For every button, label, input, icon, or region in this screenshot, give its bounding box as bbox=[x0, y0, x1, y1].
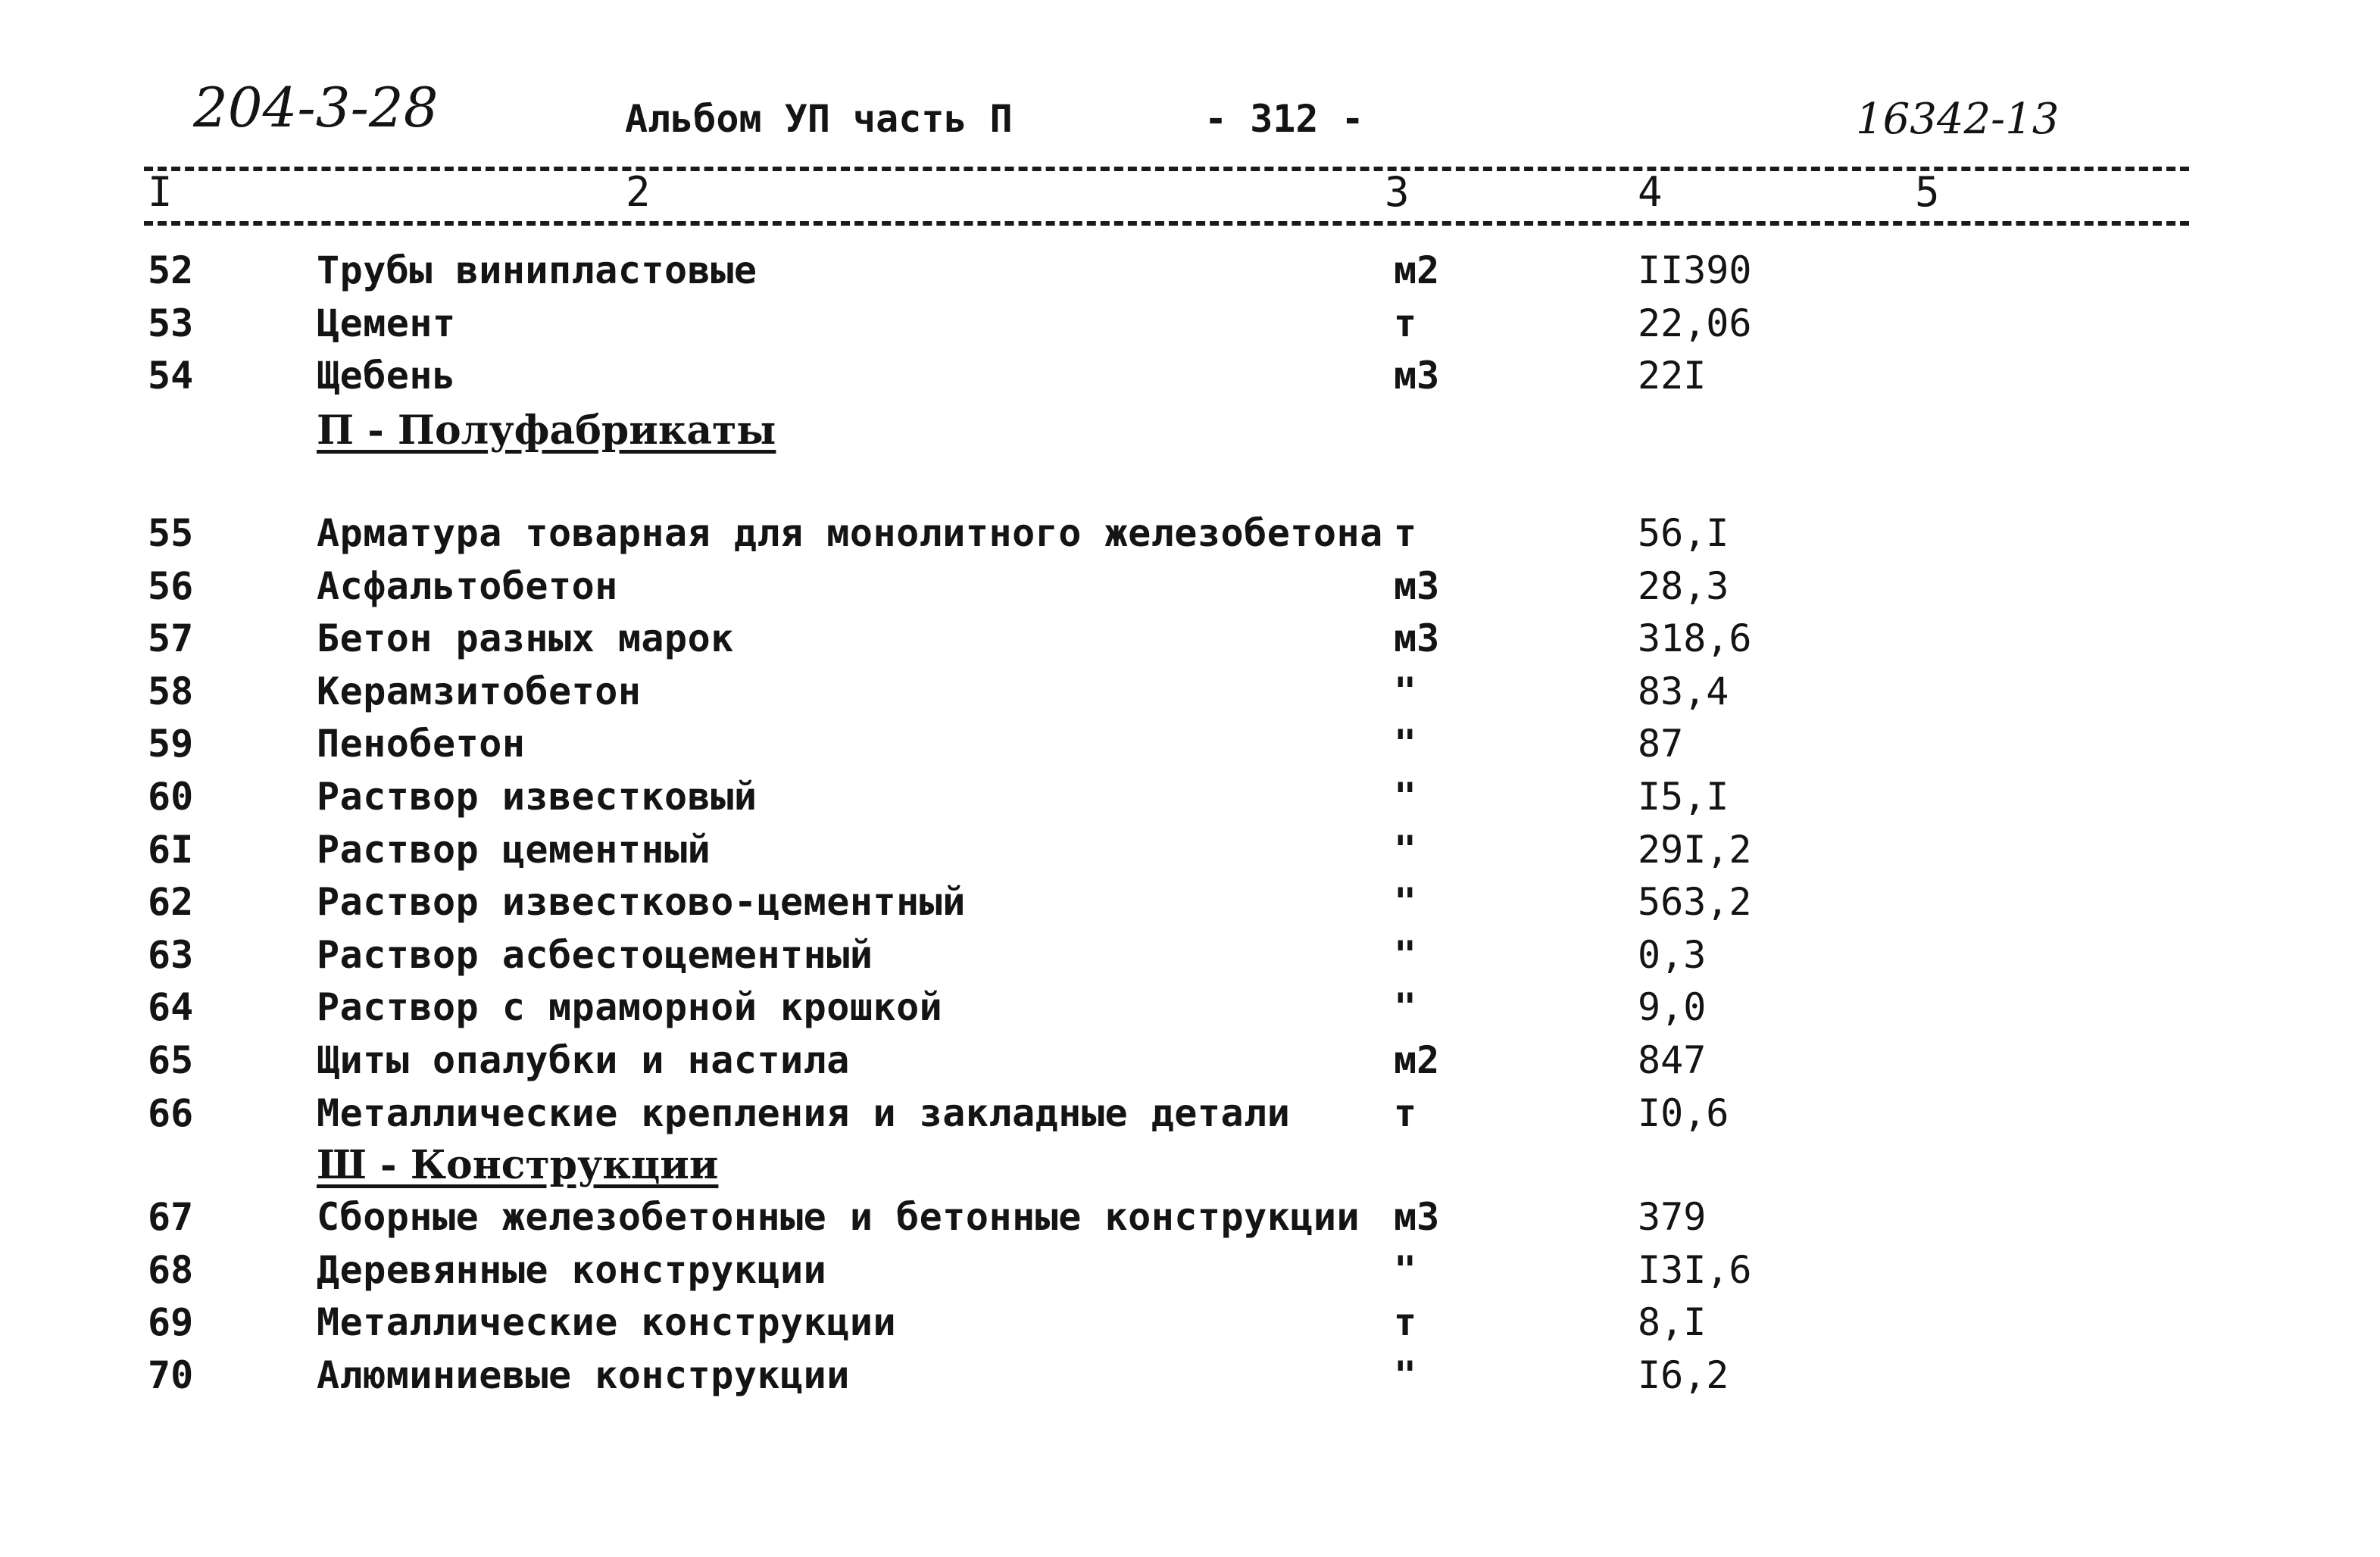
quantity: I3I,6 bbox=[1638, 1247, 1752, 1292]
row-number: 55 bbox=[148, 511, 194, 555]
unit-of-measure: " bbox=[1394, 880, 1417, 925]
unit-of-measure: т bbox=[1394, 301, 1417, 345]
unit-of-measure: " bbox=[1394, 985, 1417, 1030]
document-code: 204-3-28 bbox=[193, 76, 439, 139]
material-name: Трубы винипластовые bbox=[317, 248, 757, 292]
material-name: Раствор асбестоцементный bbox=[317, 932, 873, 977]
table-row bbox=[0, 1248, 2380, 1301]
row-number: 67 bbox=[148, 1195, 194, 1239]
row-number: 58 bbox=[148, 669, 194, 713]
section-structures: Ш - Конструкции bbox=[317, 1142, 719, 1188]
row-number: 56 bbox=[148, 563, 194, 608]
unit-of-measure: " bbox=[1394, 932, 1417, 977]
row-number: 63 bbox=[148, 932, 194, 977]
table-row bbox=[0, 1038, 2380, 1091]
table-row bbox=[0, 1300, 2380, 1353]
quantity: 563,2 bbox=[1638, 880, 1752, 925]
table-row bbox=[0, 828, 2380, 881]
album-title: Альбом УП часть П bbox=[625, 97, 1013, 141]
quantity: I5,I bbox=[1638, 775, 1729, 819]
table-row bbox=[0, 985, 2380, 1038]
unit-of-measure: т bbox=[1394, 1091, 1417, 1135]
column-number-3: 3 bbox=[1385, 168, 1410, 216]
material-name: Пенобетон bbox=[317, 722, 526, 766]
quantity: 28,3 bbox=[1638, 563, 1729, 608]
row-number: 6I bbox=[148, 827, 194, 872]
unit-of-measure: " bbox=[1394, 669, 1417, 713]
unit-of-measure: м3 bbox=[1394, 354, 1440, 398]
material-name: Металлические крепления и закладные детали bbox=[317, 1091, 1291, 1135]
row-number: 59 bbox=[148, 722, 194, 766]
material-name: Щебень bbox=[317, 354, 456, 398]
unit-of-measure: " bbox=[1394, 775, 1417, 819]
row-number: 60 bbox=[148, 775, 194, 819]
quantity: 847 bbox=[1638, 1038, 1707, 1082]
table-row bbox=[0, 564, 2380, 617]
table-row bbox=[0, 616, 2380, 669]
row-number: 62 bbox=[148, 880, 194, 925]
unit-of-measure: т bbox=[1394, 511, 1417, 555]
quantity: 0,3 bbox=[1638, 932, 1707, 977]
unit-of-measure: " bbox=[1394, 1247, 1417, 1292]
material-name: Асфальтобетон bbox=[317, 563, 618, 608]
row-number: 54 bbox=[148, 354, 194, 398]
material-name: Арматура товарная для монолитного железобетона bbox=[317, 511, 1383, 555]
material-name: Цемент bbox=[317, 301, 456, 345]
row-number: 70 bbox=[148, 1353, 194, 1397]
quantity: I0,6 bbox=[1638, 1091, 1729, 1135]
unit-of-measure: м2 bbox=[1394, 1038, 1440, 1082]
table-row bbox=[0, 1353, 2380, 1406]
unit-of-measure: " bbox=[1394, 827, 1417, 872]
table-row bbox=[0, 1195, 2380, 1248]
unit-of-measure: м3 bbox=[1394, 1195, 1440, 1239]
row-number: 52 bbox=[148, 248, 194, 292]
unit-of-measure: м3 bbox=[1394, 563, 1440, 608]
quantity: 22I bbox=[1638, 354, 1707, 398]
material-name: Алюминиевые конструкции bbox=[317, 1353, 850, 1397]
quantity: 379 bbox=[1638, 1195, 1707, 1239]
quantity: 83,4 bbox=[1638, 669, 1729, 713]
quantity: 318,6 bbox=[1638, 616, 1752, 661]
page-number: - 312 - bbox=[1204, 97, 1364, 141]
document-number: 16342-13 bbox=[1856, 95, 2060, 144]
quantity: 22,06 bbox=[1638, 301, 1752, 345]
table-row bbox=[0, 933, 2380, 986]
column-number-4: 4 bbox=[1638, 168, 1663, 216]
material-name: Керамзитобетон bbox=[317, 669, 642, 713]
quantity: 87 bbox=[1638, 722, 1684, 766]
row-number: 65 bbox=[148, 1038, 194, 1082]
quantity: 29I,2 bbox=[1638, 827, 1752, 872]
column-number-1: I bbox=[148, 168, 173, 216]
row-number: 69 bbox=[148, 1300, 194, 1344]
table-row bbox=[0, 248, 2380, 301]
table-row bbox=[0, 1091, 2380, 1144]
section-semifinished: П - Полуфабрикаты bbox=[317, 407, 776, 454]
row-number: 66 bbox=[148, 1091, 194, 1135]
table-row bbox=[0, 775, 2380, 828]
material-name: Деревянные конструкции bbox=[317, 1247, 827, 1292]
table-row bbox=[0, 301, 2380, 354]
row-number: 57 bbox=[148, 616, 194, 661]
table-row bbox=[0, 722, 2380, 775]
material-name: Раствор известково-цементный bbox=[317, 880, 966, 925]
quantity: I6,2 bbox=[1638, 1353, 1729, 1397]
unit-of-measure: м3 bbox=[1394, 616, 1440, 661]
material-name: Раствор известковый bbox=[317, 775, 757, 819]
row-number: 68 bbox=[148, 1247, 194, 1292]
column-number-2: 2 bbox=[626, 168, 651, 216]
quantity: II390 bbox=[1638, 248, 1752, 292]
column-number-5: 5 bbox=[1915, 168, 1940, 216]
quantity: 56,I bbox=[1638, 511, 1729, 555]
row-number: 53 bbox=[148, 301, 194, 345]
unit-of-measure: т bbox=[1394, 1300, 1417, 1344]
material-name: Сборные железобетонные и бетонные конструкции bbox=[317, 1195, 1360, 1239]
row-number: 64 bbox=[148, 985, 194, 1030]
material-name: Щиты опалубки и настила bbox=[317, 1038, 850, 1082]
quantity: 8,I bbox=[1638, 1300, 1707, 1344]
table-row bbox=[0, 880, 2380, 933]
quantity: 9,0 bbox=[1638, 985, 1707, 1030]
material-name: Раствор с мраморной крошкой bbox=[317, 985, 943, 1030]
table-row bbox=[0, 669, 2380, 722]
material-name: Металлические конструкции bbox=[317, 1300, 897, 1344]
unit-of-measure: м2 bbox=[1394, 248, 1440, 292]
table-row bbox=[0, 354, 2380, 407]
material-name: Бетон разных марок bbox=[317, 616, 734, 661]
unit-of-measure: " bbox=[1394, 1353, 1417, 1397]
material-name: Раствор цементный bbox=[317, 827, 711, 872]
table-row bbox=[0, 511, 2380, 564]
unit-of-measure: " bbox=[1394, 722, 1417, 766]
